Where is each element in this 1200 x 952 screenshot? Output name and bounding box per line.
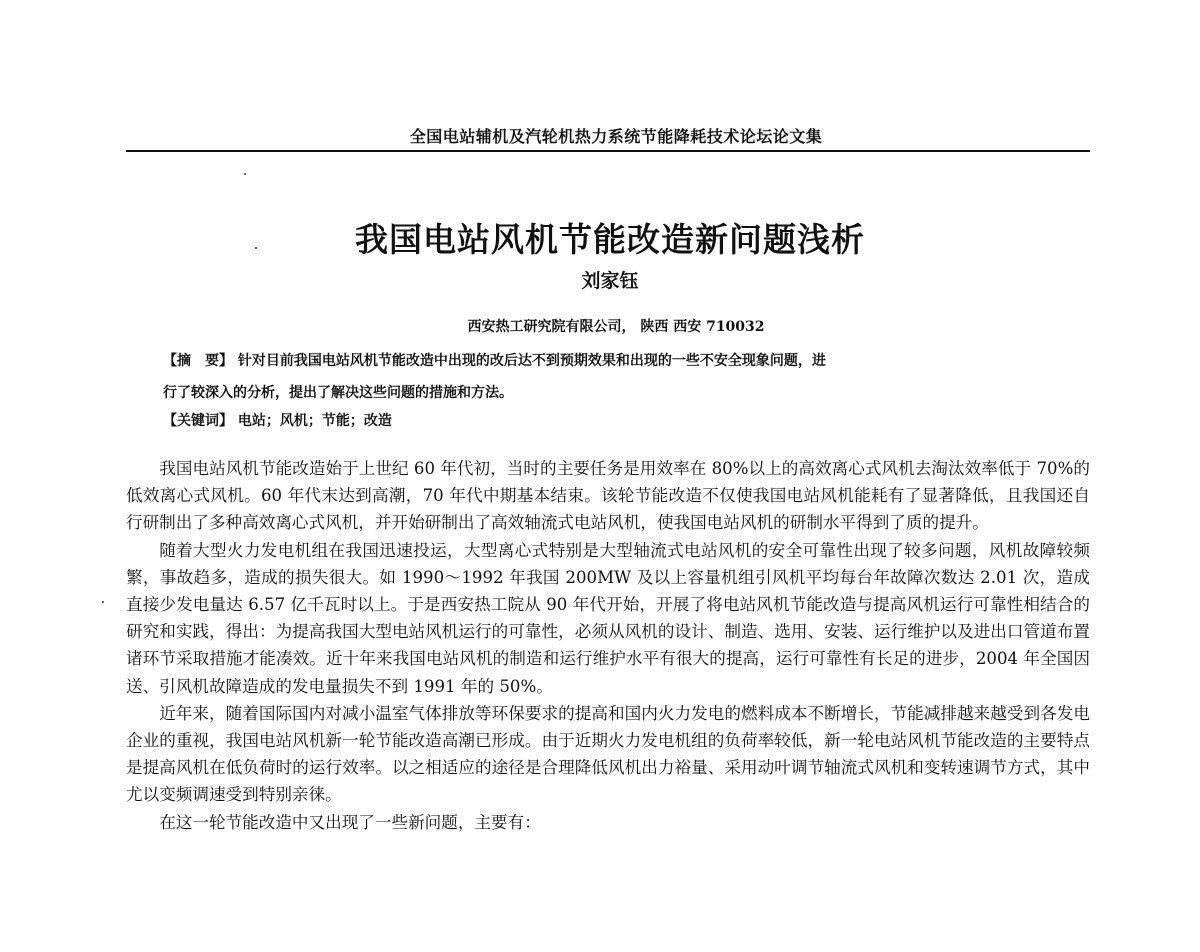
affiliation: 西安热工研究院有限公司， 陕西 西安 710032 <box>467 319 765 335</box>
running-header: 全国电站辅机及汽轮机热力系统节能降耗技术论坛论文集 <box>409 127 823 146</box>
keywords-label: 【关键词】 <box>163 413 233 429</box>
abstract-label: 【摘 要】 <box>163 353 233 369</box>
body-paragraph-4: 在这一轮节能改造中又出现了一些新问题，主要有： <box>159 812 541 832</box>
abstract-line-2: 行了较深入的分析，提出了解决这些问题的措施和方法。 <box>163 385 513 401</box>
body-paragraph-3: 近年来，随着国际国内对减小温室气体排放等环保要求的提高和国内火力发电的燃料成本不断增长，节能减排越来越受到各发电企业的重视，我国电站风机新一轮节能改造高潮已形成。由于近期火力发电机组的负荷率较低，新一轮电站风机节能改造的主要特点是提高风机在低负荷时的运行效率。以之相适应的途径是合理降低风机出力裕量、采用动叶调节轴流式风机和变转速调节方式，其中尤以变频调速受到特别亲徕。 <box>126 703 1090 805</box>
scan-speck <box>102 601 104 603</box>
paper-title: 我国电站风机节能改造新问题浅析 <box>355 220 865 259</box>
author-name: 刘家钰 <box>581 270 639 292</box>
body-paragraph-1: 我国电站风机节能改造始于上世纪 60 年代初，当时的主要任务是用效率在 80%以上的高效离心式风机去淘汰效率低于 70%的低效离心式风机。60 年代末达到高潮，70 年代中期基本结束。该轮节能改造不仅使我国电站风机能耗有了显著降低，且我国还自行研制出了多种高效离心式风机，并开始研制出了高效轴流式电站风机，使我国电站风机的研制水平得到了质的提升。 <box>126 459 1090 533</box>
body-text <box>126 455 1090 836</box>
keywords <box>163 409 1063 433</box>
abstract <box>163 345 1063 409</box>
header-rule <box>126 150 1090 152</box>
abstract-line-1 <box>163 345 1063 377</box>
keywords-text: 电站；风机；节能；改造 <box>233 413 392 429</box>
body-paragraph-2: 随着大型火力发电机组在我国迅速投运，大型离心式特别是大型轴流式电站风机的安全可靠性出现了较多问题，风机故障较频繁，事故趋多，造成的损失很大。如 1990～1992 年我国 200MW 及以上容量机组引风机平均每台年故障次数达 2.01 次，造成直接少发电量达 6.57 亿千瓦时以上。于是西安热工院从 90 年代开始，开展了将电站风机节能改造与提高风机运行可靠性相结合的研究和实践，得出：为提高我国大型电站风机运行的可靠性，必须从风机的设计、制造、选用、安装、运行维护以及进出口管道布置诸环节采取措施才能凑效。近十年来我国电站风机的制造和运行维护水平有很大的提高，运行可靠性有长足的进步，2004 年全国因送、引风机故障造成的发电量损失不到 1991 年的 50%。 <box>126 540 1090 696</box>
abstract-text-1: 针对目前我国电站风机节能改造中出现的改后达不到预期效果和出现的一些不安全现象问题，进 <box>233 353 826 369</box>
scan-speck <box>244 173 246 175</box>
